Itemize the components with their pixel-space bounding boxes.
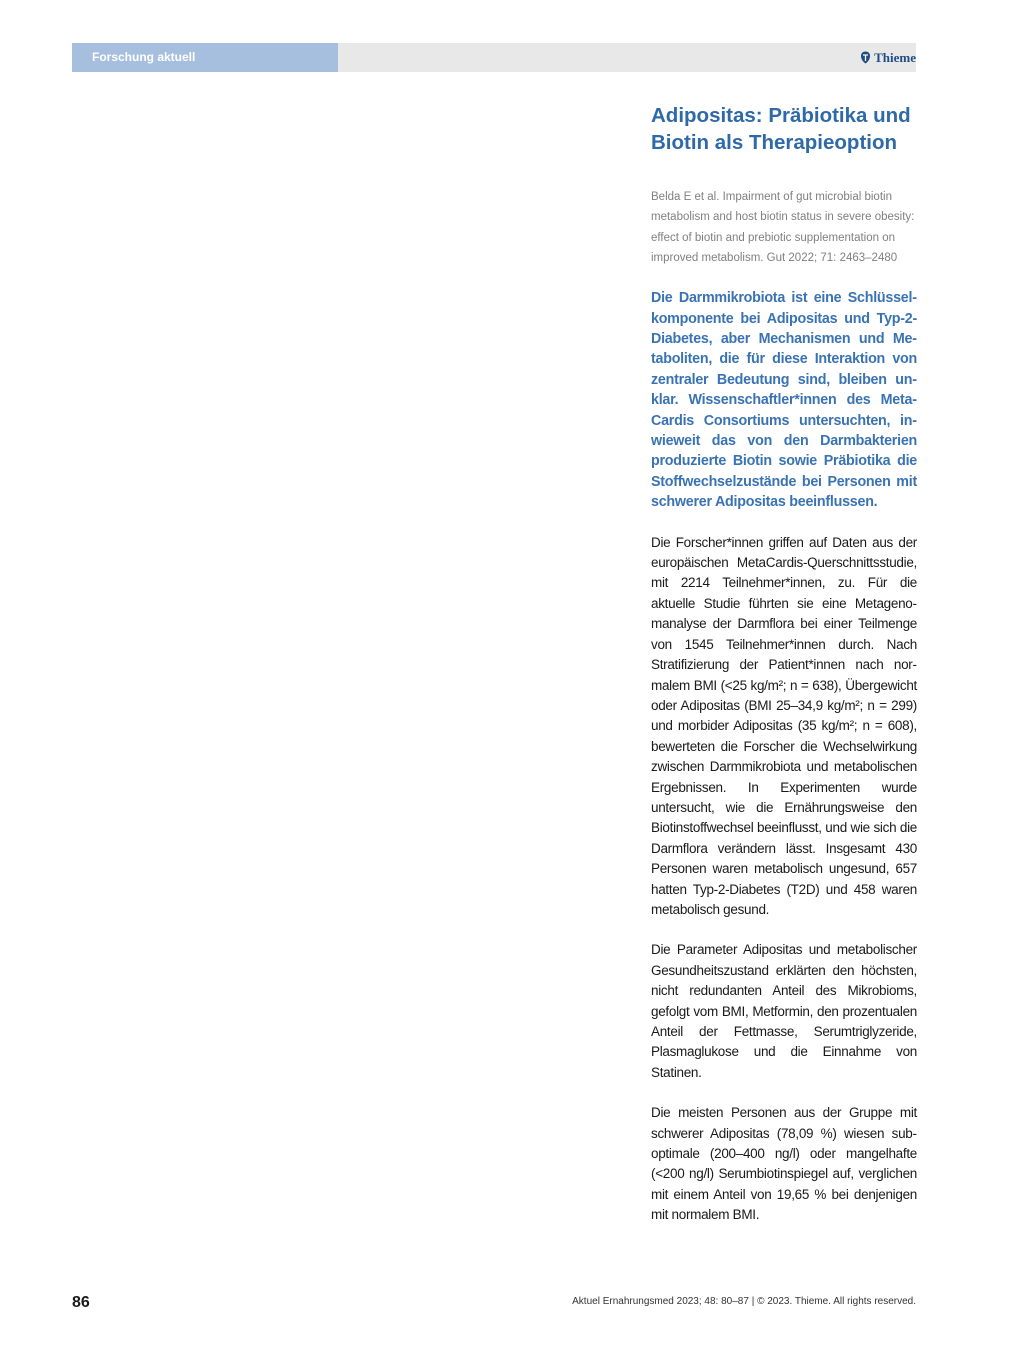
body-paragraph-3: Die meisten Personen aus der Gruppe mit schwerer Adipositas (78,09 %) wiesen suboptimale (200–400 ng/l) oder mangelhafte (<200 ng/l) Serumbiotinspiegel auf, verglichen mit einem Anteil von 19,65 % bei denjenigen mit normalem BMI. [651,1105,917,1223]
page-number: 86 [72,1294,90,1311]
body-paragraph-2: Die Parameter Adipositas und metabolischer Gesundheitszustand erklärten den höchsten, nicht redundanten Anteil des Mikrobioms, gefolgt vom BMI, Metformin, den prozentualen Anteil der Fettmasse, Serumtriglyzeride, Plasmaglukose und die Einnahme von Statinen. [651,942,917,1080]
section-label: Forschung aktuell [72,43,338,72]
publisher-name: Thieme [874,50,916,65]
article-title: Adipositas: Präbiotika und Biotin als Therapieoption [651,104,911,154]
article-lead: Die Darmmikrobiota ist eine Schlüsselkomponente bei Adipositas und Typ-2-Diabetes, aber Mechanismen und Metaboliten, die für diese Interaktion von zentraler Bedeutung sind, bleiben unklar. Wissenschaftler*innen des MetaCardis Consortiums untersuchten, inwieweit das von den Darmbakterien produzierte Biotin sowie Präbiotika die Stoffwechselzustände bei Personen mit schwerer Adipositas beeinflussen. [651,290,917,511]
article [651,102,917,1226]
article-reference: Belda E et al. Impairment of gut microbial biotin metabolism and host biotin status in severe obesity: effect of biotin and prebiotic supplementation on improved metabolism. Gut 2022; 71: 2463–2480 [651,191,915,264]
thieme-logo-icon [860,51,871,64]
publisher-logo [860,43,916,72]
footer-citation: Aktuel Ernahrungsmed 2023; 48: 80–87 | © 2023. Thieme. All rights reserved. [572,1296,916,1307]
body-paragraph-1: Die Forscher*innen griffen auf Daten aus der europäischen MetaCardis-Querschnittsstudie, mit 2214 Teilnehmer*innen, zu. Für die aktuelle Studie führten sie eine Metagenomanalyse der Darmflora bei einer Teilmenge von 1545 Teilnehmer*innen durch. Nach Stratifizierung der Patient*innen nach normalem BMI (<25 kg/m²; n = 638), Übergewicht oder Adipositas (BMI 25–34,9 kg/m²; n = 299) und morbider Adipositas (35 kg/m²; n = 608), bewerteten die Forscher die Wechselwirkung zwischen Darmmikrobiota und metabolischen Ergebnissen. In Experimenten wurde untersucht, wie die Ernährungsweise den Biotinstoffwechsel beeinflusst, und wie sich die Darmflora verändern lässt. Insgesamt 430 Personen waren metabolisch ungesund, 657 hatten Typ-2-Diabetes (T2D) und 458 waren metabolisch gesund. [651,534,917,917]
